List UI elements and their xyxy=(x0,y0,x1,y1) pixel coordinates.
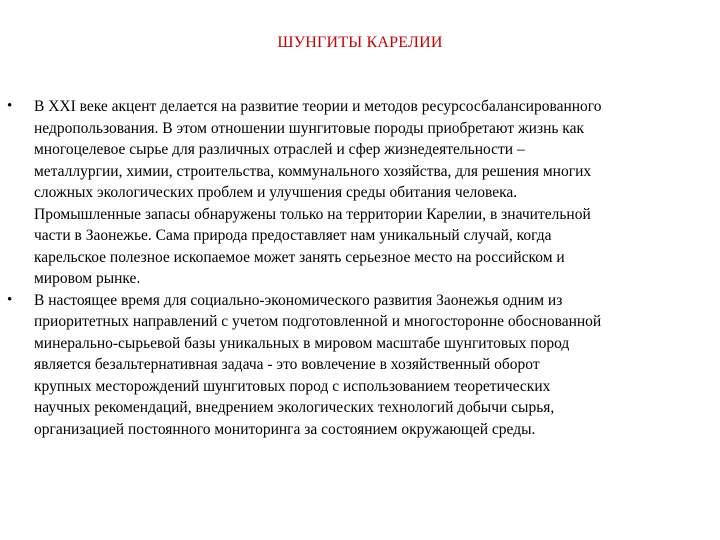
slide-title: ШУНГИТЫ КАРЕЛИИ xyxy=(277,34,443,51)
text-line: минерально-сырьевой базы уникальных в мировом масштабе шунгитовых пород xyxy=(34,334,570,352)
text-line: металлургии, химии, строительства, коммунального хозяйства, для решения многих xyxy=(34,162,592,180)
slide-content xyxy=(0,96,720,440)
bullet-marker: • xyxy=(7,291,13,308)
text-line: В XXI веке акцент делается на развитие теории и методов ресурсосбалансированного xyxy=(34,98,602,115)
text-line: В настоящее время для социально-экономического развития Заонежья одним из xyxy=(34,291,563,309)
text-line: части в Заонежье. Сама природа предоставляет нам уникальный случай, когда xyxy=(34,227,552,244)
text-line: Промышленные запасы обнаружены только на территории Карелии, в значительной xyxy=(34,205,591,223)
text-line: организацией постоянного мониторинга за состоянием окружающей среды. xyxy=(34,420,536,438)
bullet-text xyxy=(34,290,698,441)
bullet-marker: • xyxy=(7,98,13,114)
text-line: недропользования. В этом отношении шунгитовые породы приобретают жизнь как xyxy=(34,119,585,137)
bullet-text xyxy=(34,96,698,290)
text-line: научных рекомендаций, внедрением экологических технологий добычи сырья, xyxy=(34,399,555,416)
text-line: мировом рынке. xyxy=(34,270,141,287)
text-line: крупных месторождений шунгитовых пород с использованием теоретических xyxy=(34,377,551,395)
text-line: приоритетных направлений с учетом подготовленной и многосторонне обоснованной xyxy=(34,313,602,330)
text-line: карельское полезное ископаемое может занять серьезное место на российском и xyxy=(34,248,565,266)
bullet-item xyxy=(0,96,698,290)
text-line: многоцелевое сырье для различных отраслей и сфер жизнедеятельности – xyxy=(34,141,525,158)
text-line: сложных экологических проблем и улучшения среды обитания человека. xyxy=(34,184,518,201)
bullet-item xyxy=(0,290,698,441)
text-line: является безальтернативная задача - это вовлечение в хозяйственный оборот xyxy=(34,356,540,373)
